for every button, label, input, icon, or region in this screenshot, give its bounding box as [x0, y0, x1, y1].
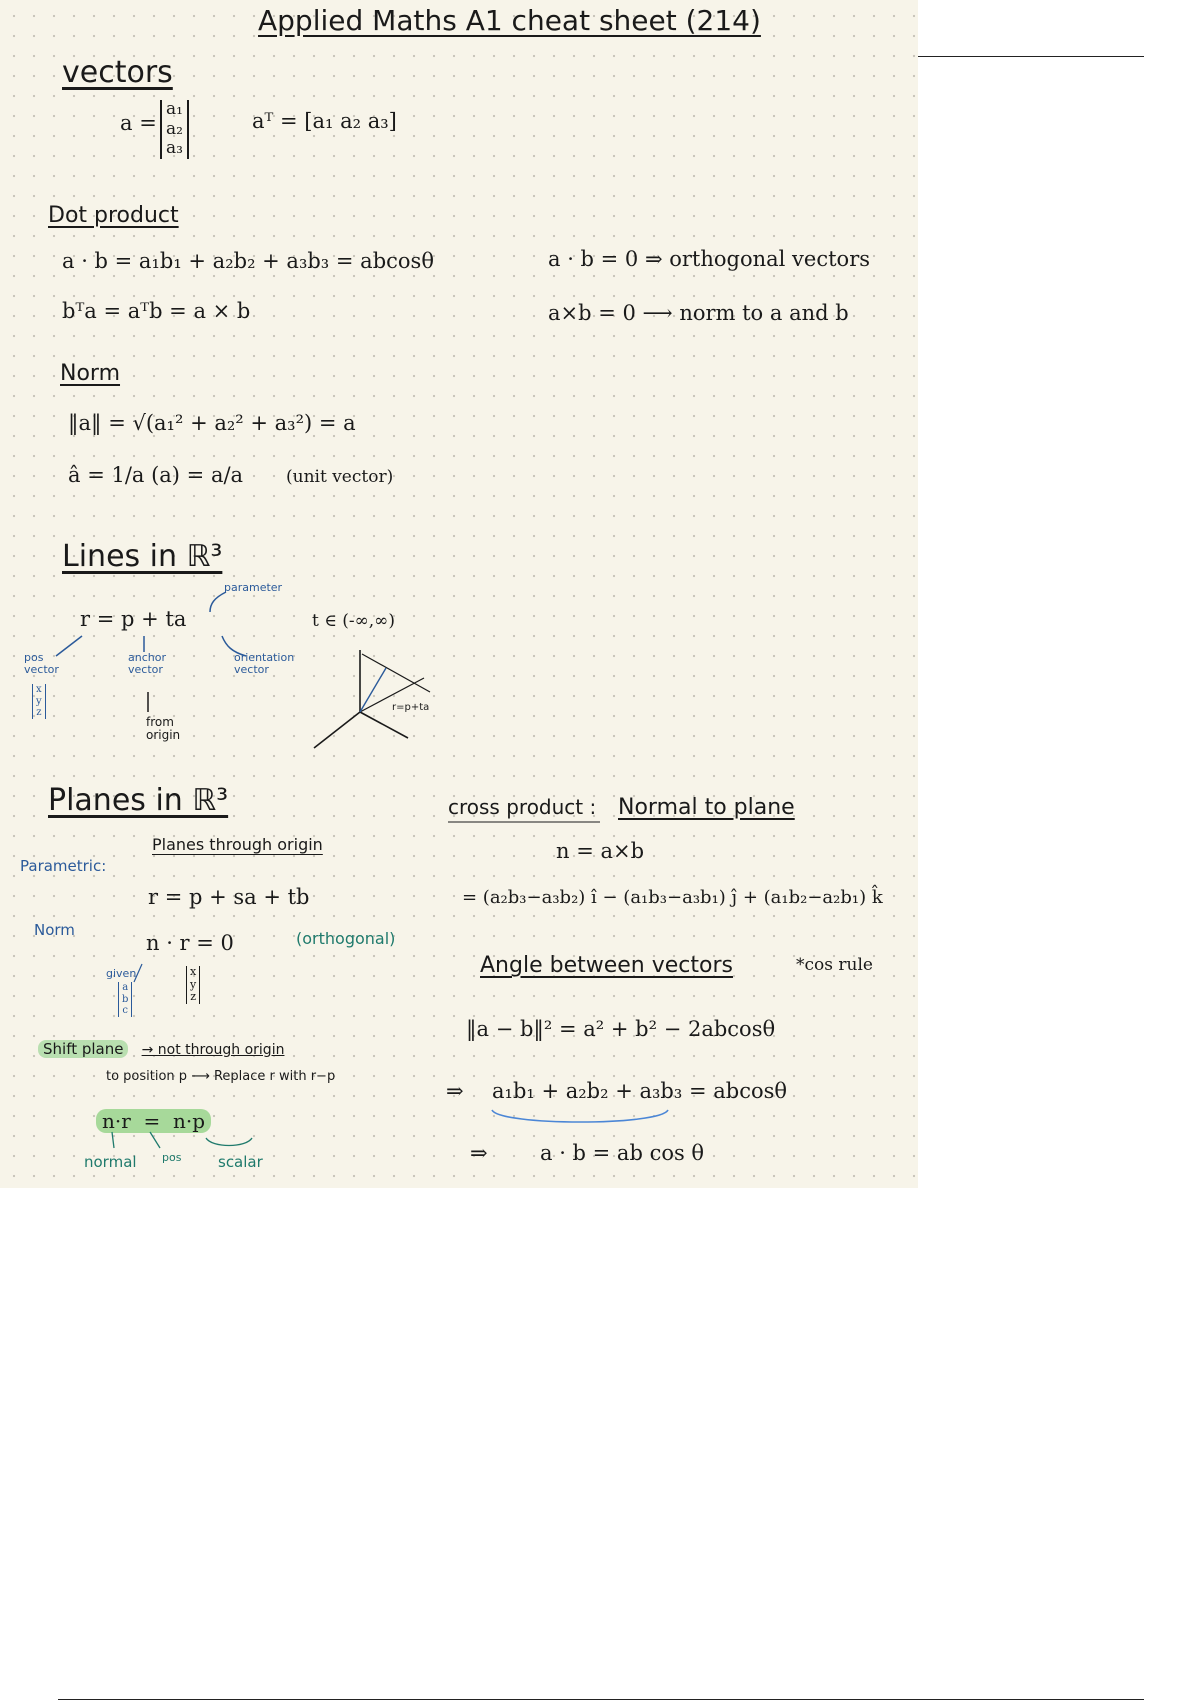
matrix-component: x	[36, 684, 42, 695]
component-dot-eq: a₁b₁ + a₂b₂ + a₃b₃ = abcosθ	[492, 1079, 788, 1103]
page-title: Applied Maths A1 cheat sheet (214)	[258, 4, 761, 37]
vector-a-transpose: aᵀ = [a₁ a₂ a₃]	[252, 109, 397, 133]
label-orientation-vector: orientation vector	[234, 651, 295, 677]
norm-form-equation: n · r = 0	[146, 931, 234, 955]
matrix-component: a₂	[166, 118, 183, 139]
cos-rule-eq: ‖a − b‖² = a² + b² − 2abcosθ	[466, 1017, 776, 1041]
line-r	[362, 654, 430, 692]
cross-product-expansion: = (a₂b₃−a₃b₂) î − (a₁b₃−a₃b₁) ĵ + (a₁b₂−a₂b₁) k̂	[462, 887, 883, 908]
orthogonal-label: (orthogonal)	[296, 929, 396, 948]
angle-heading: Angle between vectors	[480, 953, 733, 978]
dot-product-heading: Dot product	[48, 203, 179, 228]
given-label: given	[106, 967, 137, 980]
norm-form-label: Norm	[34, 921, 75, 939]
matrix-component: z	[36, 707, 42, 718]
given-arrow	[134, 964, 142, 982]
cos-rule-note: *cos rule	[796, 955, 873, 975]
orthogonal-note: a · b = 0 ⇒ orthogonal vectors	[548, 247, 871, 271]
x-axis	[314, 712, 360, 748]
y-axis	[360, 712, 408, 738]
matrix-component: a₁	[166, 99, 183, 119]
label-normal: normal	[84, 1153, 137, 1171]
t-range: t ∈ (-∞,∞)	[312, 611, 395, 631]
pos-arrow	[150, 1132, 160, 1148]
lines-heading: Lines in ℝ³	[62, 539, 223, 574]
vectors-heading: vectors	[62, 55, 173, 90]
matrix-component: z	[190, 990, 196, 1004]
line-diagram-label: r=p+ta	[392, 702, 430, 713]
dot-angle-eq: a · b = ab cos θ	[540, 1141, 705, 1165]
label-parameter: parameter	[224, 581, 283, 594]
cross-product-heading: cross product :	[448, 795, 597, 819]
normal-vector-eq: n = a×b	[556, 839, 645, 863]
orientation-vector-arrow	[222, 636, 246, 656]
norm-heading: Norm	[60, 361, 121, 386]
planes-heading: Planes in ℝ³	[48, 783, 229, 818]
label-pos-vector: pos vector	[24, 651, 59, 677]
shifted-eq-right: n·p	[173, 1109, 206, 1133]
label-from-origin: from origin	[146, 715, 181, 743]
line-equation: r = p + ta	[80, 607, 187, 631]
matrix-component: c	[122, 1005, 128, 1016]
parametric-equation: r = p + sa + tb	[148, 885, 310, 909]
matrix-component: x	[190, 965, 197, 978]
label-scalar: scalar	[218, 1153, 263, 1171]
pos-vector-arrow	[56, 636, 82, 656]
label-pos: pos	[162, 1151, 182, 1164]
matrix-component: y	[190, 977, 197, 991]
matrix-component: a₃	[166, 138, 183, 159]
dot-product-eq2: bᵀa = aᵀb = a × b	[62, 299, 251, 323]
unit-vector-eq: â = 1/a (a) = a/a	[68, 463, 244, 487]
scalar-brace	[206, 1138, 252, 1146]
normal-arrow	[112, 1132, 114, 1148]
shift-plane-highlight: Shift plane	[38, 1040, 128, 1058]
normal-to-plane-heading: Normal to plane	[618, 795, 795, 820]
shifted-eq-highlight: n·r = n·p	[96, 1109, 211, 1133]
matrix-component: y	[36, 695, 42, 707]
matrix-component: b	[122, 993, 129, 1005]
norm-eq1: ‖a‖ = √(a₁² + a₂² + a₃²) = a	[68, 411, 356, 435]
shift-plane-detail: to position p ⟶ Replace r with r−p	[106, 1069, 336, 1084]
unit-vector-note: (unit vector)	[286, 467, 394, 487]
planes-through-origin: Planes through origin	[152, 835, 323, 854]
vector-a-definition: a =	[120, 111, 157, 135]
shifted-eq-left: n·r	[102, 1109, 131, 1133]
label-anchor-vector: anchor vector	[128, 651, 166, 677]
shift-plane-note: → not through origin	[141, 1042, 285, 1058]
line-3d-diagram	[314, 650, 430, 748]
dot-eq-underbrace	[492, 1110, 668, 1122]
implies-arrow-2: ⇒	[470, 1141, 488, 1165]
cross-zero-note: a×b = 0 ⟶ norm to a and b	[548, 301, 849, 325]
implies-arrow-1: ⇒	[446, 1079, 464, 1103]
parameter-arrow	[210, 592, 226, 612]
matrix-component: a	[122, 982, 129, 993]
parametric-label: Parametric:	[20, 857, 107, 875]
dot-product-eq1: a · b = a₁b₁ + a₂b₂ + a₃b₃ = abcosθ	[62, 249, 434, 273]
